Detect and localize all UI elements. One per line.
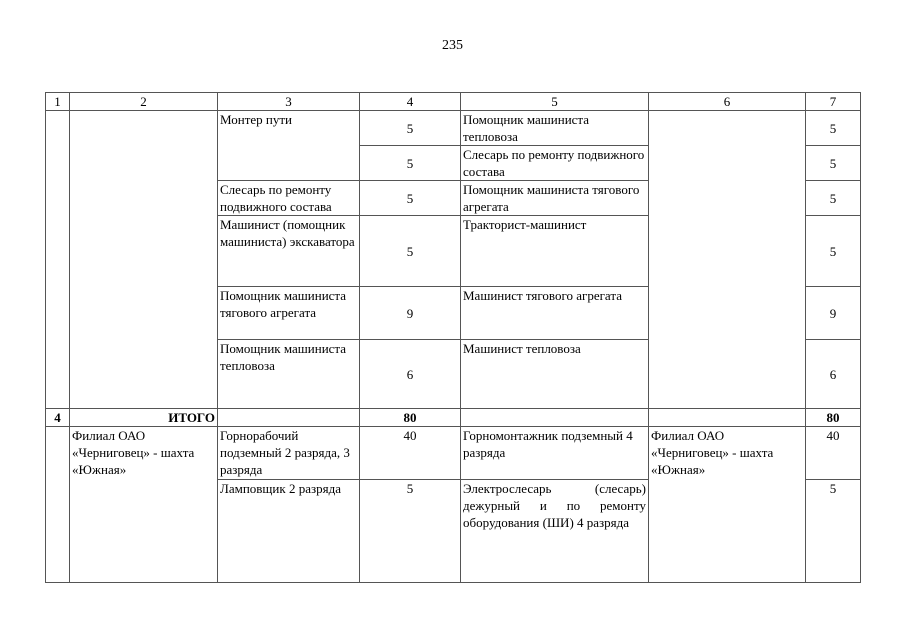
header-cell: 7 xyxy=(806,93,861,111)
cell-count: 5 xyxy=(806,181,861,216)
cell-empty xyxy=(649,409,806,427)
cell-profession: Горнорабочий подземный 2 разряда, 3 разряда xyxy=(218,427,360,480)
cell-count: 5 xyxy=(806,111,861,146)
cell-count: 5 xyxy=(806,216,861,287)
cell-empty xyxy=(46,111,70,409)
cell-count: 40 xyxy=(360,427,461,480)
cell-empty xyxy=(46,427,70,583)
cell-target-profession: Слесарь по ремонту подвижного состава xyxy=(461,146,649,181)
cell-empty xyxy=(461,409,649,427)
cell-count: 6 xyxy=(806,340,861,409)
header-cell: 2 xyxy=(70,93,218,111)
cell-count: 5 xyxy=(360,111,461,146)
cell-profession: Ламповщик 2 разряда xyxy=(218,480,360,583)
header-row xyxy=(46,93,861,111)
cell-count: 5 xyxy=(806,480,861,583)
header-cell: 1 xyxy=(46,93,70,111)
cell-count: 9 xyxy=(360,287,461,340)
cell-empty xyxy=(70,111,218,409)
cell-target-profession: Помощник машиниста тягового агрегата xyxy=(461,181,649,216)
cell-profession: Помощник машиниста тягового агрегата xyxy=(218,287,360,340)
page-number: 235 xyxy=(442,38,463,53)
cell-empty xyxy=(218,409,360,427)
total-number: 4 xyxy=(46,409,70,427)
cell-target-profession: Помощник машиниста тепловоза xyxy=(461,111,649,146)
staff-table xyxy=(45,92,861,583)
cell-count: 5 xyxy=(360,480,461,583)
cell-organization: Филиал ОАО «Черниговец» - шахта «Южная» xyxy=(649,427,806,583)
cell-target-profession: Машинист тягового агрегата xyxy=(461,287,649,340)
header-cell: 5 xyxy=(461,93,649,111)
header-cell: 3 xyxy=(218,93,360,111)
cell-profession: Машинист (помощник машиниста) экскаватора xyxy=(218,216,360,287)
table-row xyxy=(46,111,861,146)
total-count: 80 xyxy=(360,409,461,427)
header-cell: 6 xyxy=(649,93,806,111)
cell-count: 5 xyxy=(806,146,861,181)
cell-target-profession: Горномонтажник подземный 4 разряда xyxy=(461,427,649,480)
cell-empty xyxy=(649,111,806,409)
cell-profession: Помощник машиниста тепловоза xyxy=(218,340,360,409)
total-label: ИТОГО xyxy=(70,409,218,427)
cell-organization: Филиал ОАО «Черниговец» - шахта «Южная» xyxy=(70,427,218,583)
cell-target-profession: Электрослесарь (слесарь) дежурный и по ремонту оборудования (ШИ) 4 разряда xyxy=(461,480,649,583)
header-cell: 4 xyxy=(360,93,461,111)
cell-count: 40 xyxy=(806,427,861,480)
total-count: 80 xyxy=(806,409,861,427)
table-row xyxy=(46,427,861,480)
cell-target-profession: Машинист тепловоза xyxy=(461,340,649,409)
cell-count: 5 xyxy=(360,146,461,181)
cell-profession: Монтер пути xyxy=(218,111,360,181)
cell-profession: Слесарь по ремонту подвижного состава xyxy=(218,181,360,216)
cell-count: 9 xyxy=(806,287,861,340)
cell-count: 5 xyxy=(360,216,461,287)
total-row xyxy=(46,409,861,427)
cell-count: 5 xyxy=(360,181,461,216)
cell-count: 6 xyxy=(360,340,461,409)
cell-target-profession: Тракторист-машинист xyxy=(461,216,649,287)
